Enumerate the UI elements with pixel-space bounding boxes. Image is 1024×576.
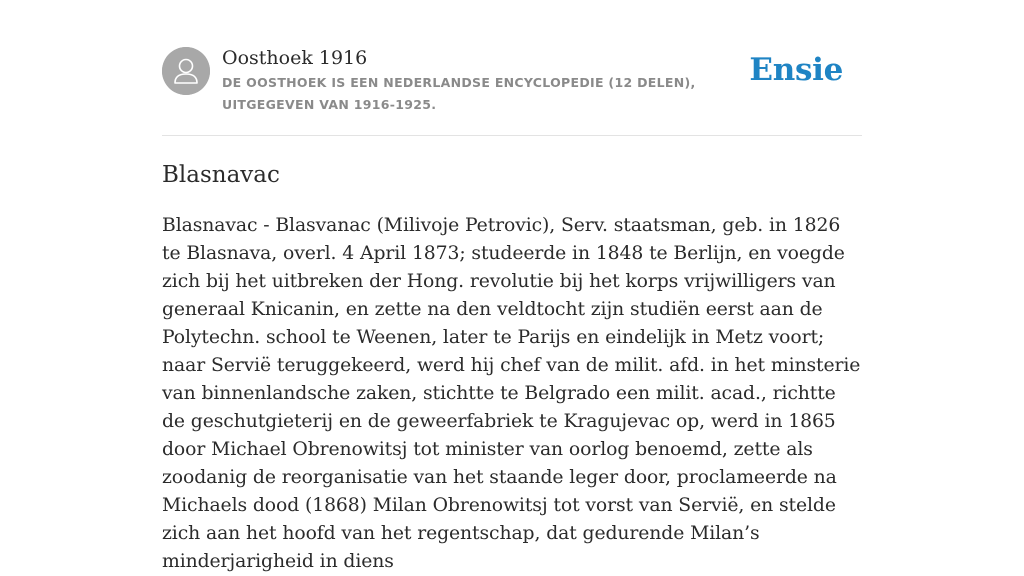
source-header bbox=[162, 44, 862, 136]
header-divider bbox=[162, 135, 862, 136]
avatar[interactable] bbox=[162, 47, 210, 95]
source-description: DE OOSTHOEK IS EEN NEDERLANDSE ENCYCLOPEDIE (12 DELEN), UITGEGEVEN VAN 1916-1925. bbox=[222, 75, 696, 112]
source-title[interactable]: Oosthoek 1916 bbox=[222, 47, 368, 69]
entry-body: Blasnavac - Blasvanac (Milivoje Petrovic), Serv. staatsman, geb. in 1826 te Blasnava, overl. 4 April 1873; studeerde in 1848 te Berlijn, en voegde zich bij het uitbreken der Hong. revolutie bij het korps vrijwilligers van generaal Knicanin, en zette na den veldtocht zijn studiën eerst aan de Polytechn. school te Weenen, later te Parijs en eindelijk in Metz voort; naar Servië teruggekeerd, werd hij chef van de milit. afd. in het minsterie van binnenlandsche zaken, stichtte te Belgrado een milit. acad., richtte de geschutgieterij en de geweerfabriek te Kragujevac op, werd in 1865 door Michael Obrenowitsj tot minister van oorlog benoemd, zette als zoodanig de reorganisatie van het staande leger door, proclameerde na Michaels dood (1868) Milan Obrenowitsj tot vorst van Servië, en stelde zich aan het hoofd van het regentschap, dat gedurende Milan’s minderjarigheid in diens bbox=[162, 215, 861, 572]
user-silhouette-icon bbox=[162, 47, 210, 95]
ensie-logo-link[interactable]: Ensie bbox=[749, 52, 843, 88]
entry-title: Blasnavac bbox=[162, 162, 280, 188]
